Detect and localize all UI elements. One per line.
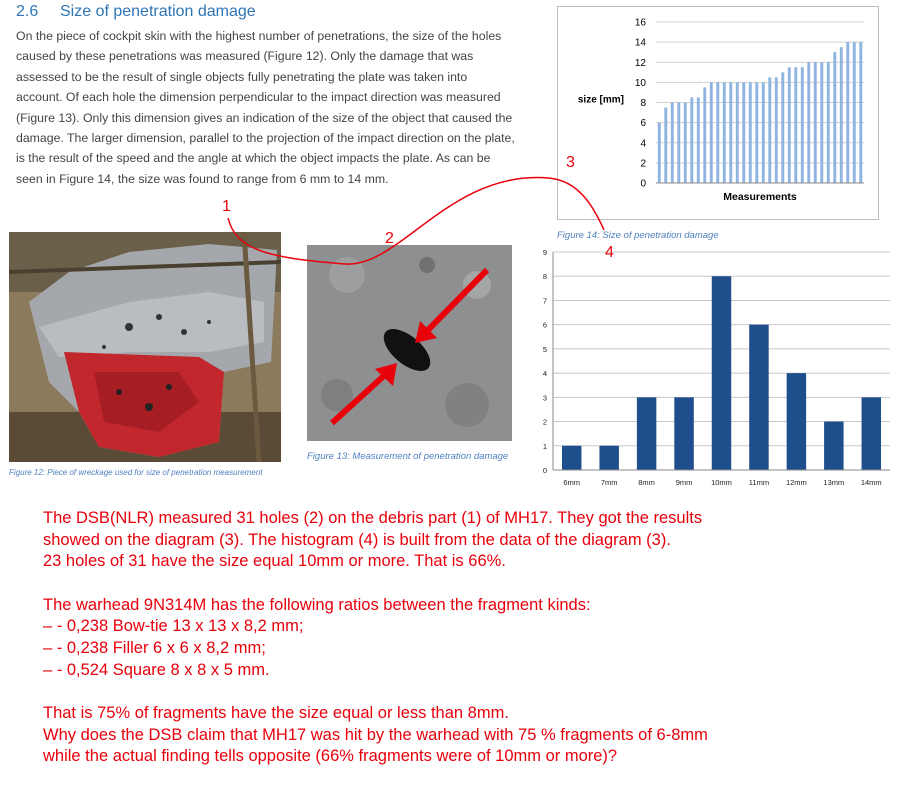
measurement-bar — [794, 67, 797, 183]
annotation-line: Why does the DSB claim that MH17 was hit by the warhead with 75 % fragments of 6-8mm — [43, 725, 708, 744]
measurement-bar — [710, 82, 713, 183]
x-tick-label: 13mm — [823, 478, 845, 487]
y-tick-label: 9 — [542, 248, 547, 257]
histogram-bar — [824, 422, 843, 470]
annotation-line: 23 holes of 31 have the size equal 10mm or more. That is 66%. — [43, 552, 506, 571]
measurement-bar — [716, 82, 719, 183]
y-tick-label: 6 — [542, 320, 547, 330]
measurement-bar — [677, 103, 680, 184]
y-tick-label: 1 — [542, 441, 547, 451]
section-title: Size of penetration damage — [60, 3, 256, 20]
annotation-block — [43, 508, 883, 790]
annotation-line: The warhead 9N314M has the following ratios between the fragment kinds: — [43, 595, 591, 614]
measurement-bar — [801, 67, 804, 183]
x-tick-label: 10mm — [711, 478, 732, 487]
figure-14-frame — [557, 6, 879, 220]
measurement-bar — [703, 87, 706, 183]
histogram-bar — [787, 373, 806, 470]
marker-3: 3 — [566, 154, 575, 171]
y-tick-label: 14 — [634, 37, 646, 49]
measurement-bar — [859, 42, 862, 183]
measurement-bar — [762, 82, 765, 183]
measurement-bar — [820, 62, 823, 183]
x-tick-label: 12mm — [785, 478, 807, 487]
annotation-line: The DSB(NLR) measured 31 holes (2) on the debris part (1) of MH17. They got the results — [43, 509, 703, 527]
measurement-bar — [697, 97, 700, 183]
y-tick-label: 10 — [634, 77, 646, 89]
measurement-bar — [775, 77, 778, 183]
measurement-bar — [781, 72, 784, 183]
measurement-bar — [749, 82, 752, 183]
measurements-chart — [558, 7, 878, 219]
marker-2: 2 — [385, 230, 394, 247]
annotation-para-2 — [43, 595, 883, 681]
y-tick-label: 2 — [640, 158, 646, 170]
marker-4: 4 — [605, 244, 614, 261]
measurement-bar — [846, 42, 849, 183]
histogram-bar — [599, 446, 618, 470]
annotation-line: – - 0,238 Filler 6 x 6 x 8,2 mm; — [43, 638, 266, 657]
measurement-bar — [684, 103, 687, 184]
measurement-bar — [723, 82, 726, 183]
marker-1: 1 — [222, 198, 231, 215]
histogram-chart — [533, 244, 893, 494]
figure-13-caption: Figure 13: Measurement of penetration damage — [307, 451, 509, 462]
measurement-bar — [827, 62, 830, 183]
figure-12-caption: Figure 12: Piece of wreckage used for size of penetration measurement — [9, 468, 263, 477]
measurement-bar — [736, 82, 739, 183]
y-tick-label: 0 — [542, 466, 547, 475]
annotation-line: That is 75% of fragments have the size equal or less than 8mm. — [43, 704, 509, 723]
y-axis-label: size [mm] — [577, 94, 624, 106]
histogram-bar — [749, 325, 768, 470]
x-tick-label: 14mm — [860, 478, 882, 487]
measurement-bar — [671, 103, 674, 184]
measurement-bar — [853, 42, 856, 183]
x-tick-label: 6mm — [563, 478, 581, 487]
annotation-line: – - 0,524 Square 8 x 8 x 5 mm. — [43, 660, 270, 679]
measurement-bar — [814, 62, 817, 183]
x-tick-label: 7mm — [600, 478, 618, 487]
annotation-line: – - 0,238 Bow-tie 13 x 13 x 8,2 mm; — [43, 617, 304, 636]
annotation-line: showed on the diagram (3). The histogram (4) is built from the data of the diagram (3). — [43, 530, 671, 549]
figure-14-caption: Figure 14: Size of penetration damage — [557, 230, 719, 241]
measurement-bar — [768, 77, 771, 183]
x-tick-label: 11mm — [748, 478, 770, 487]
measurement-bar — [833, 52, 836, 183]
measurement-bar — [788, 67, 791, 183]
annotation-line: while the actual finding tells opposite (66% fragments were of 10mm or more)? — [43, 747, 618, 766]
x-tick-label: 9mm — [675, 478, 693, 487]
histogram-bar — [712, 276, 731, 470]
measurement-bar — [658, 123, 661, 183]
y-tick-label: 6 — [640, 118, 646, 130]
y-tick-label: 4 — [640, 138, 646, 150]
histogram-bar — [674, 397, 693, 470]
wreckage-photo — [9, 232, 281, 462]
histogram-bar — [862, 397, 881, 470]
annotation-para-3 — [43, 703, 883, 768]
measurement-bar — [755, 82, 758, 183]
y-tick-label: 8 — [640, 98, 646, 109]
y-tick-label: 5 — [542, 344, 547, 354]
y-tick-label: 8 — [542, 272, 547, 282]
x-axis-label: Measurements — [723, 191, 797, 203]
body-paragraph: On the piece of cockpit skin with the highest number of penetrations, the size of the holes caused by these penetrations was measured (Figure 12). Only the damage that was assessed to be the result of single objects fully penetrating the plate was taken into account. Of each hole the dimension perpendicular to the impact direction was measured (Figure 13). Only this dimension gives an indication of the size of the object that caused the damage. The larger dimension, parallel to the projection of the impact direction on the plate, is the result of the speed and the angle at which the object impacts the plate. As can be seen in Figure 14, the size was found to range from 6 mm to 14 mm. — [16, 29, 515, 186]
y-tick-label: 3 — [542, 393, 547, 403]
measurement-bar — [729, 82, 732, 183]
y-tick-label: 7 — [542, 296, 547, 306]
y-tick-label: 16 — [634, 17, 646, 29]
x-tick-label: 8mm — [638, 478, 655, 487]
y-tick-label: 2 — [542, 417, 547, 427]
annotation-para-1 — [43, 508, 883, 573]
penetration-closeup-photo — [307, 245, 512, 441]
y-tick-label: 0 — [640, 178, 646, 190]
measurement-bar — [742, 82, 745, 183]
measurement-bar — [664, 108, 667, 183]
section-number: 2.6 — [16, 3, 39, 20]
histogram-bar — [637, 397, 656, 470]
histogram-bar — [562, 446, 581, 470]
y-tick-label: 12 — [634, 57, 646, 69]
y-tick-label: 4 — [542, 369, 547, 379]
section-heading — [16, 3, 256, 21]
measurement-bar — [690, 97, 693, 183]
measurement-bar — [840, 47, 843, 183]
measurement-bar — [807, 62, 810, 183]
